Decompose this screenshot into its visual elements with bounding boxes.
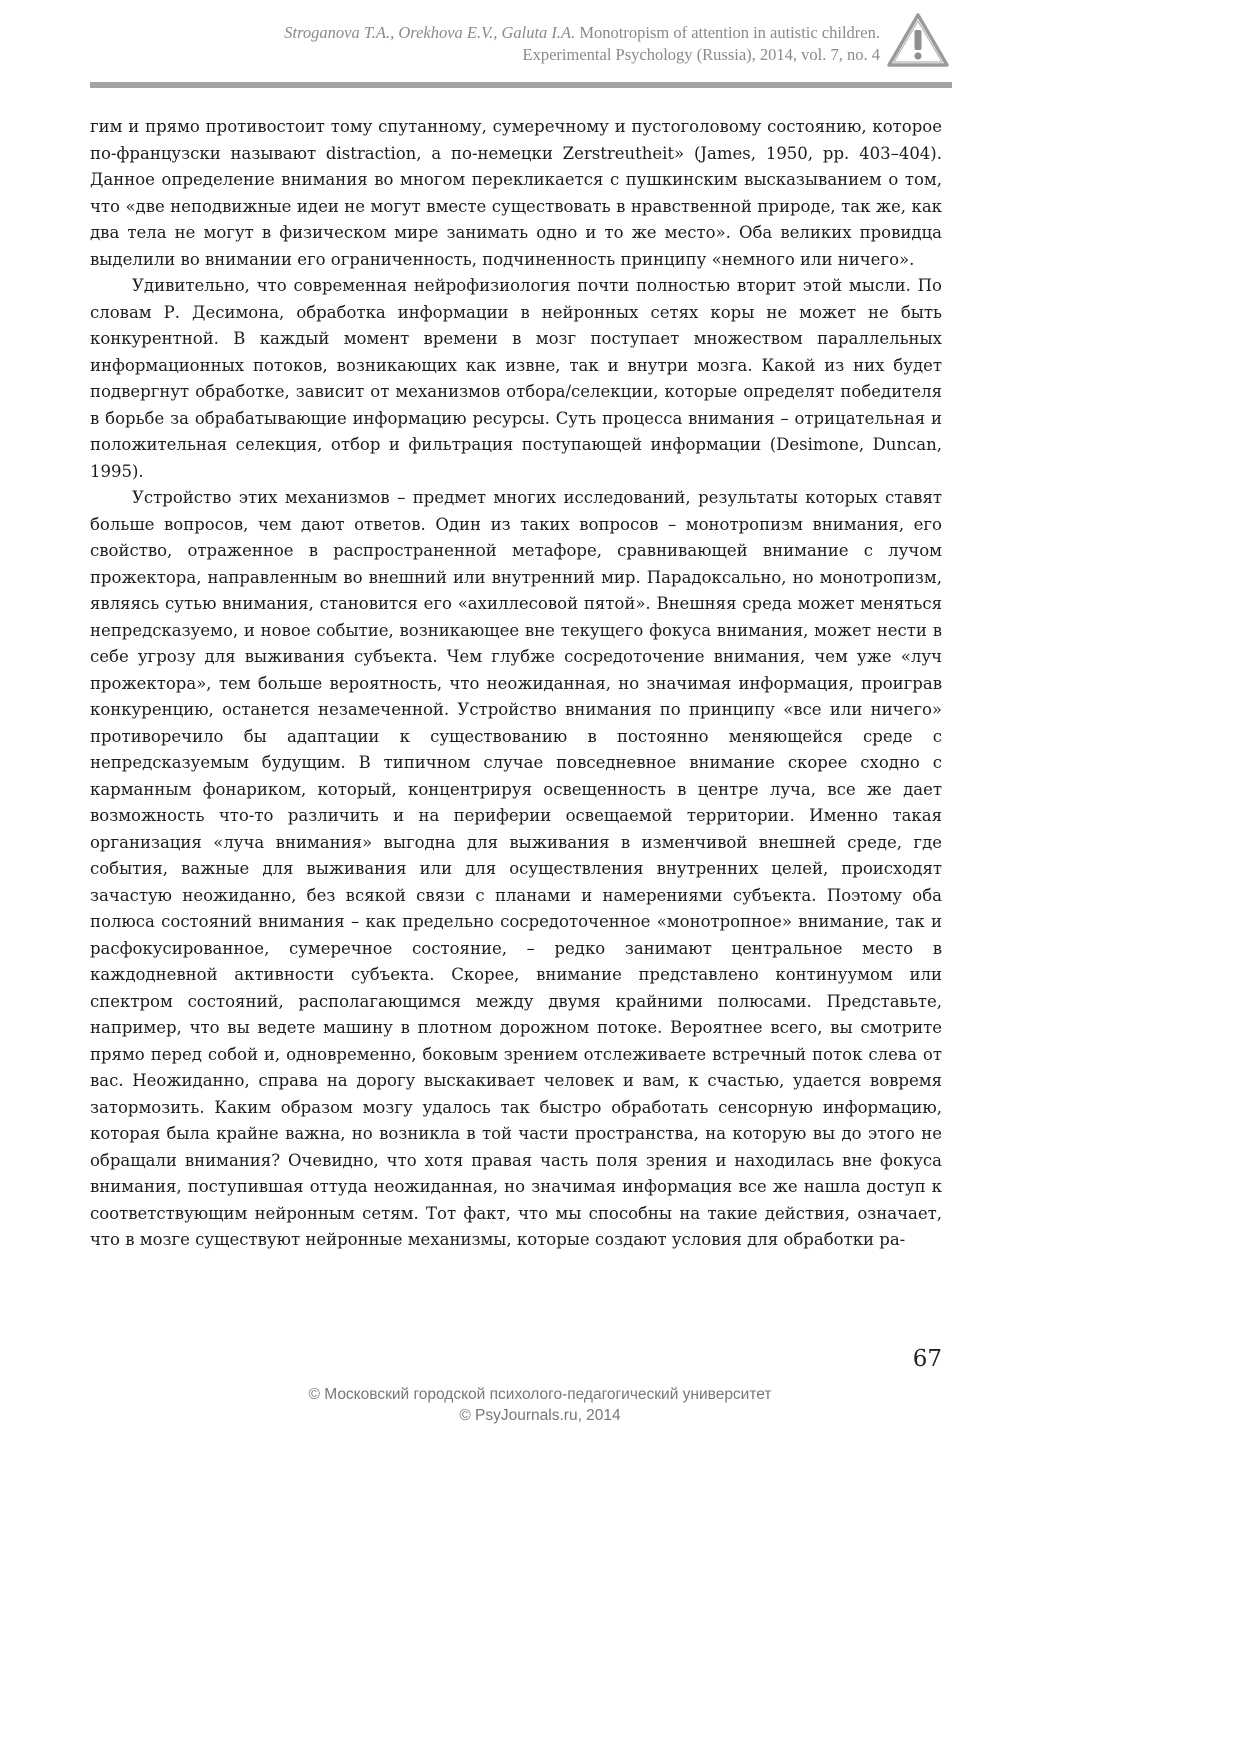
footer-psyjournals: © PsyJournals.ru, 2014	[459, 1407, 621, 1424]
footer-university: © Московский городской психолого-педагогический университет	[308, 1386, 772, 1403]
header-authors: Stroganova T.A., Orekhova E.V., Galuta I.A.	[284, 23, 576, 42]
copyright-footer	[200, 1384, 880, 1426]
article-body	[90, 114, 942, 1254]
page-number: 67	[912, 1346, 942, 1372]
warning-triangle-icon	[886, 12, 950, 68]
header-rule	[90, 82, 952, 88]
header-journal: Experimental Psychology (Russia), 2014, vol. 7, no. 4	[522, 45, 880, 64]
header-citation-line	[90, 22, 880, 44]
paragraph-1: гим и прямо противостоит тому спутанному, сумеречному и пустоголовому состоянию, которое по-французски называют distraction, а по-немецки Zerstreutheit» (James, 1950, pp. 403–404). Данное определение внимания во многом перекликается с пушкинским высказыванием о том, что «две неподвижные идеи не могут вместе существовать в нравственной природе, так же, как два тела не могут в физическом мире занимать одно и то же место». Оба великих провидца выделили во внимании его ограниченность, подчиненность принципу «немного или ничего».	[90, 117, 942, 269]
running-header	[90, 22, 880, 66]
header-title: Monotropism of attention in autistic children.	[579, 23, 880, 42]
paragraph-2: Удивительно, что современная нейрофизиология почти полностью вторит этой мысли. По словам Р. Десимона, обработка информации в нейронных сетях коры не может не быть конкурентной. В каждый момент времени в мозг поступает множеством параллельных информационных потоков, возникающих как извне, так и внутри мозга. Какой из них будет подвергнут обработке, зависит от механизмов отбора/селекции, которые определят победителя в борьбе за обрабатывающие информацию ресурсы. Суть процесса внимания – отрицательная и положительная селекция, отбор и фильтрация поступающей информации (Desimone, Duncan, 1995).	[90, 276, 942, 481]
paragraph-3: Устройство этих механизмов – предмет многих исследований, результаты которых ставят больше вопросов, чем дают ответов. Один из таких вопросов – монотропизм внимания, его свойство, отраженное в распространенной метафоре, сравнивающей внимание с лучом прожектора, направленным во внешний или внутренний мир. Парадоксально, но монотропизм, являясь сутью внимания, становится его «ахиллесовой пятой». Внешняя среда может меняться непредсказуемо, и новое событие, возникающее вне текущего фокуса внимания, может нести в себе угрозу для выживания субъекта. Чем глубже сосредоточение внимания, чем уже «луч прожектора», тем больше вероятность, что неожиданная, но значимая информация, проиграв конкуренцию, останется незамеченной. Устройство внимания по принципу «все или ничего» противоречило бы адаптации к существованию в постоянно меняющейся среде с непредсказуемым будущим. В типичном случае повседневное внимание скорее сходно с карманным фонариком, который, концентрируя освещенность в центре луча, все же дает возможность что-то различить и на периферии освещаемой территории. Именно такая организация «луча внимания» выгодна для выживания в изменчивой внешней среде, где события, важные для выживания или для осуществления внутренних целей, происходят зачастую неожиданно, без всякой связи с планами и намерениями субъекта. Поэтому оба полюса состояний внимания – как предельно сосредоточенное «монотропное» внимание, так и расфокусированное, сумеречное состояние, – редко занимают центральное место в каждодневной активности субъекта. Скорее, внимание представлено континуумом или спектром состояний, располагающимся между двумя крайними полюсами. Представьте, например, что вы ведете машину в плотном дорожном потоке. Вероятнее всего, вы смотрите прямо перед собой и, одновременно, боковым зрением отслеживаете встречный поток слева от вас. Неожиданно, справа на дорогу выскакивает человек и вам, к счастью, удается вовремя затормозить. Каким образом мозгу удалось так быстро обработать сенсорную информацию, которая была крайне важна, но возникла в той части пространства, на которую вы до этого не обращали внимания? Очевидно, что хотя правая часть поля зрения и находилась вне фокуса внимания, поступившая оттуда неожиданная, но значимая информация все же нашла доступ к соответствующим нейронным сетям. Тот факт, что мы способны на такие действия, означает, что в мозге существуют нейронные механизмы, которые создают условия для обработки ра-	[90, 488, 942, 1249]
